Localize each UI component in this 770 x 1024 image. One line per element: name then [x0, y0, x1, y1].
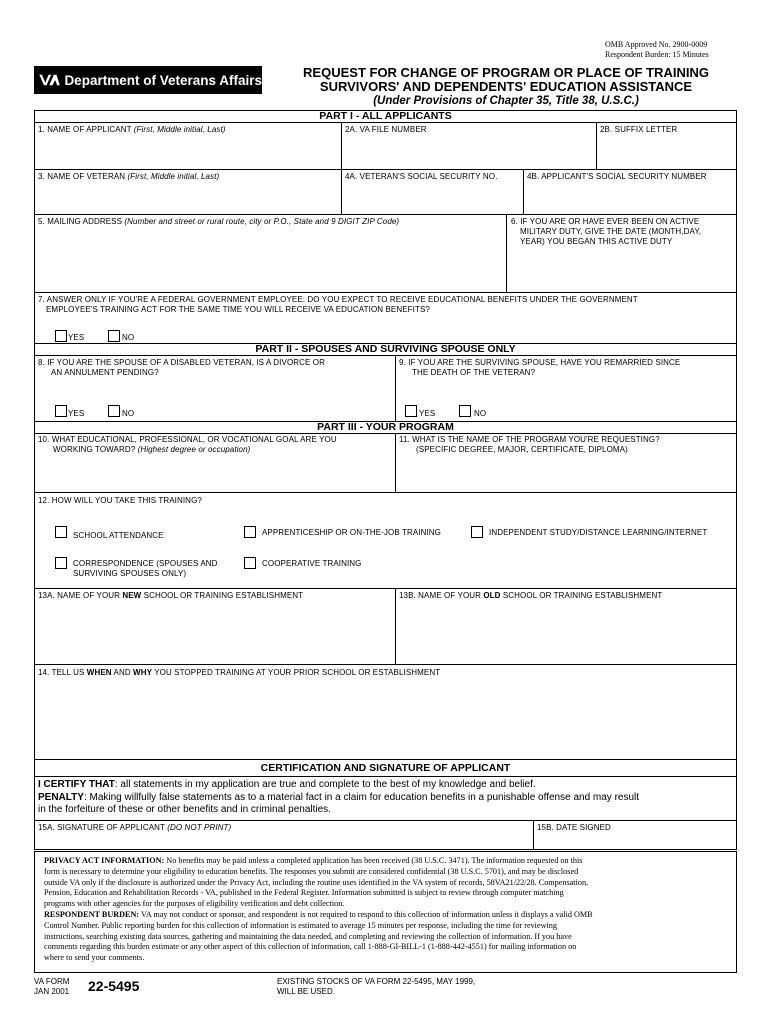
title-line1: REQUEST FOR CHANGE OF PROGRAM OR PLACE OF TRAINING [303, 65, 709, 80]
q14-mid: AND [111, 668, 134, 677]
burden-b3: instructions, searching existing data sources, gathering and maintaining the data needed, and completing and reviewing the collection of information. If you have [44, 931, 572, 941]
form-label: VA FORM [34, 977, 70, 986]
q9-line1: 9. IF YOU ARE THE SURVIVING SPOUSE, HAVE YOU REMARRIED SINCE [399, 358, 681, 367]
independent-study-checkbox[interactable] [471, 526, 483, 538]
q13a-bold: NEW [122, 591, 142, 600]
burden-b4: comments regarding this burden estimate or any other aspect of this collection of information, call 1-888-GI-BILL-1 (1-888-442-4551) for mailing information on [44, 942, 577, 952]
burden-line1 [44, 910, 730, 921]
mailing-address-label: 5. MAILING ADDRESS [38, 217, 125, 226]
independent-study-label: INDEPENDENT STUDY/DISTANCE LEARNING/INTERNET [489, 528, 708, 537]
burden-b5: where to send your comments. [44, 953, 145, 963]
q8-yes-label: YES [68, 409, 85, 418]
q14-bold1: WHEN [86, 668, 112, 677]
title-line2: SURVIVORS' AND DEPENDENTS' EDUCATION ASSISTANCE [319, 79, 693, 94]
va-file-number-label: 2A. VA FILE NUMBER [345, 125, 427, 134]
q8-no-label: NO [122, 409, 135, 418]
certify-line [38, 779, 733, 792]
privacy-l1: No benefits may be paid unless a completed application has been received (38 U.S.C. 3471). The information requested on this [164, 856, 583, 865]
privacy-heading: PRIVACY ACT INFORMATION: [44, 856, 165, 865]
omb-number: OMB Approved No. 2900-0009 [605, 40, 708, 49]
applicant-ssn-label: 4B. APPLICANT'S SOCIAL SECURITY NUMBER [527, 172, 707, 181]
existing-stocks-note [277, 977, 475, 997]
correspondence-line2: SURVIVING SPOUSES ONLY) [73, 569, 187, 578]
q11-line2: (SPECIFIC DEGREE, MAJOR, CERTIFICATE, DIPLOMA) [416, 445, 628, 454]
form-number: 22-5495 [88, 978, 140, 994]
veteran-name-field[interactable] [38, 172, 219, 182]
q10-line2: WORKING TOWARD? [53, 445, 138, 454]
correspondence-checkbox[interactable] [55, 557, 67, 569]
school-attendance-label: SCHOOL ATTENDANCE [73, 531, 164, 540]
va-seal-icon [38, 68, 60, 92]
q7-line1: 7. ANSWER ONLY IF YOU'RE A FEDERAL GOVERNMENT EMPLOYEE: DO YOU EXPECT TO RECEIVE EDUCATIONAL BENEFITS UNDER THE GOVERNMENT [38, 295, 638, 304]
signature-label: 15A. SIGNATURE OF APPLICANT [38, 823, 168, 832]
part2-heading: PART II - SPOUSES AND SURVIVING SPOUSE ONLY [255, 343, 516, 355]
q10-note: (Highest degree or occupation) [137, 445, 251, 454]
veteran-name-label: 3. NAME OF VETERAN [38, 172, 128, 181]
q9-yes-label: YES [419, 409, 436, 418]
apprenticeship-label: APPRENTICESHIP OR ON-THE-JOB TRAINING [262, 528, 441, 537]
burden-heading: RESPONDENT BURDEN: [44, 909, 140, 919]
remarried-question [399, 358, 680, 378]
program-name-field[interactable] [399, 435, 660, 455]
q14-bold2: WHY [133, 668, 153, 677]
title-line3: (Under Provisions of Chapter 35, Title 38, U.S.C.) [373, 95, 639, 107]
q8-line2: AN ANNULMENT PENDING? [51, 368, 159, 377]
new-school-field[interactable] [38, 591, 303, 601]
privacy-l4: Pension, Education and Rehabilitation Records - VA, published in the Federal Register. Information submitted is subject to review through computer matching [44, 888, 564, 898]
educational-goal-field[interactable] [38, 435, 337, 455]
correspondence-label [73, 559, 218, 579]
q7-line2: EMPLOYEE'S TRAINING ACT FOR THE SAME TIME YOU WILL RECEIVE VA EDUCATION BENEFITS? [46, 305, 430, 314]
stopped-training-field[interactable] [38, 668, 440, 678]
q7-no-label: NO [122, 333, 135, 342]
veteran-ssn-field[interactable] [345, 172, 497, 182]
q9-no-label: NO [474, 409, 487, 418]
privacy-l5: programs with other agencies for the purposes of eligibility verification and debt collection. [44, 899, 345, 909]
mailing-address-note: (Number and street or rural route, city or P.O., State and 9 DIGIT ZIP Code) [124, 217, 400, 226]
stocks-line2: WILL BE USED. [277, 987, 335, 996]
applicant-name-note: (First, Middle initial, Last) [133, 125, 226, 134]
q9-yes-checkbox[interactable] [405, 405, 417, 417]
q7-yes-label: YES [68, 333, 85, 342]
stocks-line1: EXISTING STOCKS OF VA FORM 22-5495, MAY 1999, [277, 977, 476, 986]
privacy-l3: outside VA only if the disclosure is authorized under the Privacy Act, including the routine uses identified in the VA system of records, 58VA21/22/28. Compensation, [44, 877, 589, 887]
q10-line1: 10. WHAT EDUCATIONAL, PROFESSIONAL, OR VOCATIONAL GOAL ARE YOU [38, 435, 337, 444]
cooperative-training-checkbox[interactable] [244, 557, 256, 569]
applicant-name-label: 1. NAME OF APPLICANT [38, 125, 134, 134]
signature-field[interactable] [38, 823, 231, 833]
active-duty-field[interactable] [511, 217, 701, 247]
penalty-bold: PENALTY [38, 791, 84, 803]
q13b-pre: 13B. NAME OF YOUR [399, 591, 484, 600]
old-school-field[interactable] [399, 591, 662, 601]
logo-text: Department of Veterans Affairs [64, 72, 262, 88]
q13b-post: SCHOOL OR TRAINING ESTABLISHMENT [500, 591, 663, 600]
penalty-line [38, 792, 733, 805]
privacy-l2: form is necessary to determine your eligibility to education benefits. The responses you submit are considered confidential (38 U.S.C. 5701), and may be disclosed [44, 866, 579, 876]
active-duty-line3: YEAR) YOU BEGAN THIS ACTIVE DUTY [520, 237, 673, 246]
apprenticeship-checkbox[interactable] [244, 526, 256, 538]
correspondence-line1: CORRESPONDENCE (SPOUSES AND [73, 559, 218, 568]
form-id [34, 977, 69, 997]
q13a-pre: 13A. NAME OF YOUR [38, 591, 123, 600]
q7-no-checkbox[interactable] [108, 330, 120, 342]
certification-heading: CERTIFICATION AND SIGNATURE OF APPLICANT [260, 762, 511, 774]
divorce-pending-question [38, 358, 325, 378]
date-signed-field[interactable] [537, 823, 611, 833]
q14-post: YOU STOPPED TRAINING AT YOUR PRIOR SCHOOL OR ESTABLISHMENT [152, 668, 441, 677]
q14-pre: 14. TELL US [38, 668, 87, 677]
privacy-line1 [44, 856, 730, 867]
active-duty-line2: MILITARY DUTY, GIVE THE DATE (MONTH,DAY, [520, 227, 702, 236]
burden-b2: Control Number. Public reporting burden for this collection of information is estimated to average 15 minutes per response, including the time for reviewing [44, 920, 557, 930]
certify-bold: I CERTIFY THAT [38, 779, 115, 790]
omb-approval [605, 40, 709, 60]
applicant-name-field[interactable] [38, 125, 226, 135]
school-attendance-checkbox[interactable] [55, 526, 67, 538]
veteran-ssn-label: 4A. VETERAN'S SOCIAL SECURITY NO. [345, 172, 498, 181]
q11-line1: 11. WHAT IS THE NAME OF THE PROGRAM YOU'RE REQUESTING? [399, 435, 660, 444]
penalty-line2: in the forfeiture of these or other benefits and in criminal penalties. [38, 804, 331, 815]
part1-heading: PART I - ALL APPLICANTS [319, 110, 452, 122]
q9-line2: THE DEATH OF THE VETERAN? [412, 368, 536, 377]
privacy-text [44, 856, 730, 964]
signature-note: (DO NOT PRINT) [167, 823, 232, 832]
suffix-letter-field[interactable] [600, 125, 677, 135]
q13b-bold: OLD [483, 591, 501, 600]
penalty-text: : Making willfully false statements as to a material fact in a claim for education benefits in a punishable offense and may result [83, 791, 640, 803]
va-logo [34, 66, 262, 94]
certify-text: : all statements in my application are true and complete to the best of my knowledge and belief. [114, 779, 536, 790]
cooperative-training-label: COOPERATIVE TRAINING [262, 559, 362, 568]
federal-employee-question [38, 295, 638, 315]
q8-no-checkbox[interactable] [108, 405, 120, 417]
suffix-letter-label: 2B. SUFFIX LETTER [600, 125, 678, 134]
q13a-post: SCHOOL OR TRAINING ESTABLISHMENT [141, 591, 304, 600]
q8-yes-checkbox[interactable] [55, 405, 67, 417]
mailing-address-field[interactable] [38, 217, 399, 227]
va-file-number-field[interactable] [345, 125, 427, 135]
part3-heading: PART III - YOUR PROGRAM [317, 421, 454, 433]
q7-yes-checkbox[interactable] [55, 330, 67, 342]
training-method-question: 12. HOW WILL YOU TAKE THIS TRAINING? [38, 496, 202, 505]
applicant-ssn-field[interactable] [527, 172, 707, 182]
burden-b1: VA may not conduct or sponsor, and respondent is not required to respond to this collection of information unless it displays a valid OMB [139, 909, 593, 919]
date-signed-label: 15B. DATE SIGNED [537, 823, 611, 832]
q9-no-checkbox[interactable] [459, 405, 471, 417]
certification-statement [38, 779, 733, 817]
form-title [266, 66, 746, 109]
active-duty-line1: 6. IF YOU ARE OR HAVE EVER BEEN ON ACTIVE [511, 217, 700, 226]
veteran-name-note: (First, Middle initial, Last) [127, 172, 220, 181]
respondent-burden: Respondent Burden: 15 Minutes [605, 50, 709, 59]
q8-line1: 8. IF YOU ARE THE SPOUSE OF A DISABLED VETERAN, IS A DIVORCE OR [38, 358, 325, 367]
form-date: JAN 2001 [34, 987, 70, 996]
